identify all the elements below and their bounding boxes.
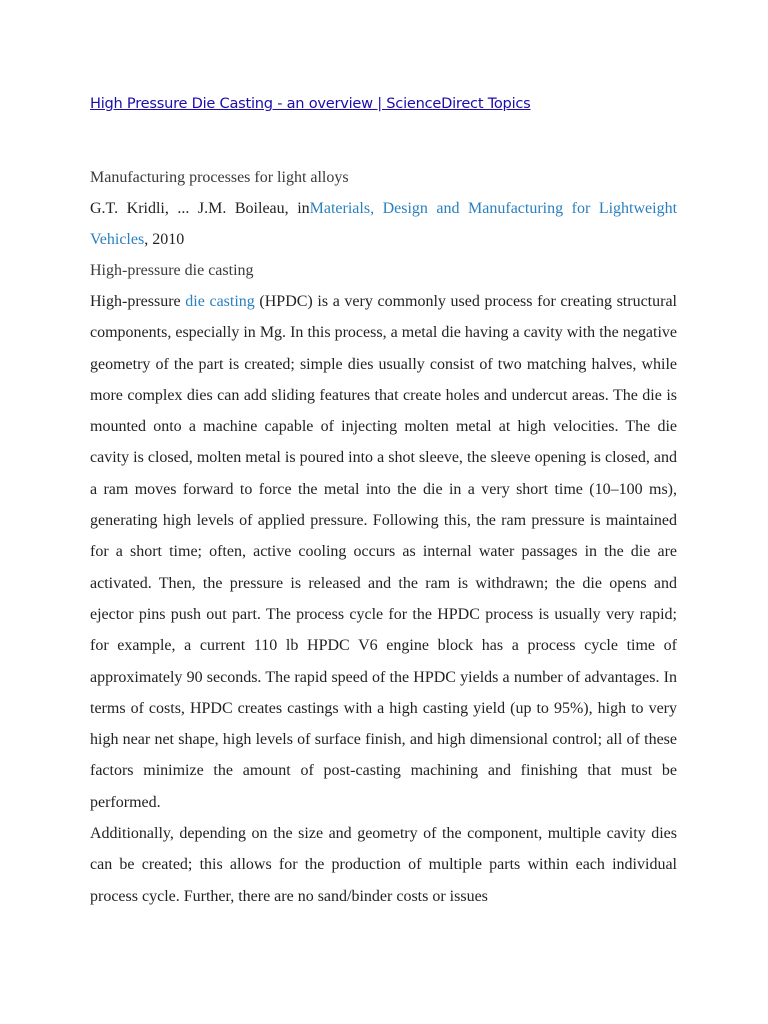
document-content	[90, 92, 677, 912]
die-casting-link[interactable]: die casting	[185, 293, 255, 310]
citation-line	[90, 193, 677, 255]
in-word: in	[297, 200, 310, 217]
publication-year: , 2010	[144, 231, 185, 248]
authors-text: G.T. Kridli, ... J.M. Boileau,	[90, 200, 289, 217]
section-heading: High-pressure die casting	[90, 262, 254, 279]
para1-rest: (HPDC) is a very commonly used process for creating structural components, especially in Mg. In this process, a metal die having a cavity with the negative geometry of the part is created; simple dies usually consist of two matching halves, while more complex dies can add sliding features that create holes and undercut areas. The die is mounted onto a machine capable of injecting molten metal at high velocities. The die cavity is closed, molten metal is poured into a shot sleeve, the sleeve opening is closed, and a ram moves forward to force the metal into the die in a very short time (10–100 ms), generating high levels of applied pressure. Following this, the ram pressure is maintained for a short time; often, active cooling occurs as internal water passages in the die are activated. Then, the pressure is released and the ram is withdrawn; the die opens and ejector pins push out part. The process cycle for the HPDC process is usually very rapid; for example, a current 110 lb HPDC V6 engine block has a process cycle time of approximately 90 seconds. The rapid speed of the HPDC yields a number of advantages. In terms of costs, HPDC creates castings with a high casting yield (up to 95%), high to very high near net shape, high levels of surface finish, and high dimensional control; all of these factors minimize the amount of post-casting machining and finishing that must be performed.	[90, 293, 677, 811]
paragraph-1	[90, 286, 677, 818]
para1-start: High-pressure	[90, 293, 186, 310]
chapter-title: Manufacturing processes for light alloys	[90, 169, 349, 186]
source-link[interactable]: High Pressure Die Casting - an overview | ScienceDirect Topics	[90, 95, 531, 112]
paragraph-2: Additionally, depending on the size and geometry of the component, multiple cavity dies can be created; this allows for the production of multiple parts within each individual process cycle. Further, there are no sand/binder costs or issues	[90, 825, 677, 905]
book-title-link[interactable]: Materials, Design and Manufacturing for Lightweight Vehicles	[90, 200, 678, 248]
